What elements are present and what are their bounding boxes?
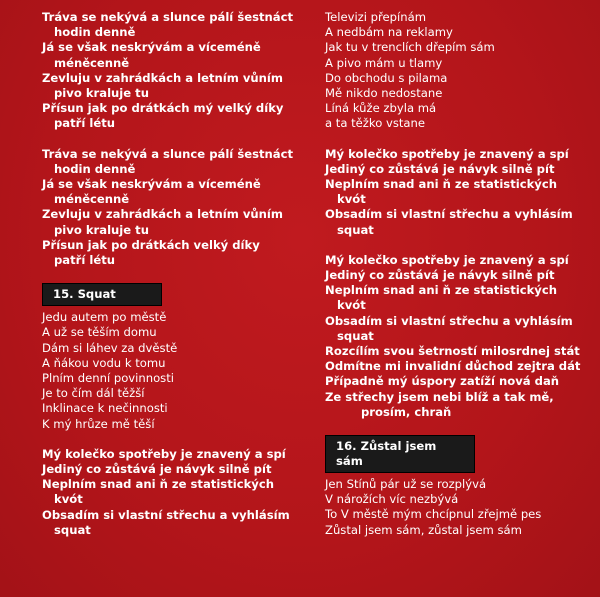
lyric-line: Neplním snad ani ň ze statistických [325, 177, 557, 192]
lyric-line: Rozcílím svou šetrností milosrdnej stát [325, 344, 580, 359]
right-column [325, 10, 590, 538]
lyric-line: squat [54, 522, 91, 537]
lyric-line: Obsadím si vlastní střechu a vyhlásím [325, 313, 573, 328]
lyric-line: Jak tu v trenclích dřepím sám [325, 40, 495, 55]
lyric-line: pivo kraluje tu [54, 86, 149, 101]
lyric-line: Plním denní povinnosti [42, 371, 174, 386]
lyric-line: K mý hrůze mě těší [42, 416, 155, 431]
lyric-line: Obsadím si vlastní střechu a vyhlásím [325, 207, 573, 222]
lyric-line: To V městě mým chcípnul zřejmě pes [325, 507, 542, 522]
lyric-line: hodin denně [54, 25, 136, 40]
lyric-line: Neplním snad ani ň ze statistických [325, 283, 557, 298]
verse-1 [42, 10, 304, 132]
lyric-line: Do obchodu s pilama [325, 70, 448, 85]
lyric-line: kvót [54, 492, 83, 507]
chorus-1 [325, 147, 590, 238]
lyric-line: Zevluju v zahrádkách a letním vůním [42, 70, 283, 85]
lyric-line: kvót [337, 192, 366, 207]
song-title-16: 16. Zůstal jsem sám [325, 435, 475, 473]
lyric-line: A už se těším domu [42, 325, 157, 340]
lyric-line: Jedu autem po městě [42, 310, 167, 325]
lyric-line: a ta těžko vstane [325, 116, 426, 131]
lyric-line: méněcenně [54, 192, 130, 207]
lyric-line: Je to čím dál těžší [42, 386, 145, 401]
song16-verse [325, 477, 590, 538]
lyric-line: pivo kraluje tu [54, 222, 149, 237]
song-title-15: 15. Squat [42, 283, 162, 306]
lyric-line: Tráva se nekývá a slunce pálí šestnáct [42, 146, 294, 161]
lyric-line: kvót [337, 298, 366, 313]
lyric-line: Inklinace k nečinnosti [42, 401, 168, 416]
lyric-line: Zevluju v zahrádkách a letním vůním [42, 207, 283, 222]
lyric-line: méněcenně [54, 55, 130, 70]
lyric-line: Tráva se nekývá a slunce pálí šestnáct [42, 10, 294, 24]
lyric-line: V nárožích víc nezbývá [325, 492, 459, 507]
spacer [325, 238, 590, 253]
lyric-line: Jediný co zůstává je návyk silně pít [42, 462, 272, 477]
lyric-line: hodin denně [54, 161, 136, 176]
lyric-line: Jediný co zůstává je návyk silně pít [325, 268, 555, 283]
lyric-line: Líná kůže zbyla má [325, 101, 437, 116]
left-column [42, 10, 304, 538]
chorus-2 [325, 253, 590, 420]
lyric-line: prosím, chraň [361, 404, 452, 419]
lyric-line: squat [337, 328, 374, 343]
lyric-line: Ze střechy jsem nebi blíž a tak mě, [325, 389, 554, 404]
lyric-line: Mě nikdo nedostane [325, 86, 443, 101]
spacer [325, 420, 590, 435]
lyric-line: Odmítne mi invalidní důchod zejtra dát [325, 359, 581, 374]
lyric-line: A pivo mám u tlamy [325, 55, 443, 70]
lyric-line: Televizi přepínám [325, 10, 427, 24]
spacer [42, 432, 304, 447]
lyric-line: patří létu [54, 116, 116, 131]
song15-verse [42, 310, 304, 432]
lyric-line: Dám si láhev za dvěstě [42, 340, 178, 355]
song15-chorus [42, 447, 304, 538]
lyric-line: Přísun jak po drátkách velký díky [42, 237, 260, 252]
lyric-line: patří létu [54, 253, 116, 268]
verse-2 [42, 147, 304, 269]
lyric-line: Já se však neskrývám a víceméně [42, 40, 261, 55]
lyric-line: Jediný co zůstává je návyk silně pít [325, 161, 555, 176]
lyric-line: Mý kolečko spotřeby je znavený a spí [325, 146, 569, 161]
song15-verse-2 [325, 10, 590, 132]
lyric-line: Neplním snad ani ň ze statistických [42, 477, 274, 492]
lyric-line: A nedbám na reklamy [325, 25, 453, 40]
lyric-line: Mý kolečko spotřeby je znavený a spí [325, 252, 569, 267]
lyric-line: Zůstal jsem sám, zůstal jsem sám [325, 522, 522, 537]
spacer [42, 132, 304, 147]
lyric-line: Obsadím si vlastní střechu a vyhlásím [42, 507, 290, 522]
lyric-line: A ňákou vodu k tomu [42, 355, 166, 370]
lyric-line: Případně mý úspory zatíží nová daň [325, 374, 560, 389]
spacer [325, 132, 590, 147]
lyric-line: Já se však neskrývám a víceméně [42, 177, 261, 192]
lyric-line: Mý kolečko spotřeby je znavený a spí [42, 446, 286, 461]
spacer [42, 268, 304, 283]
lyric-line: Jen Stínů pár už se rozplývá [325, 477, 487, 492]
lyric-line: squat [337, 222, 374, 237]
lyric-line: Přísun jak po drátkách mý velký díky [42, 101, 284, 116]
